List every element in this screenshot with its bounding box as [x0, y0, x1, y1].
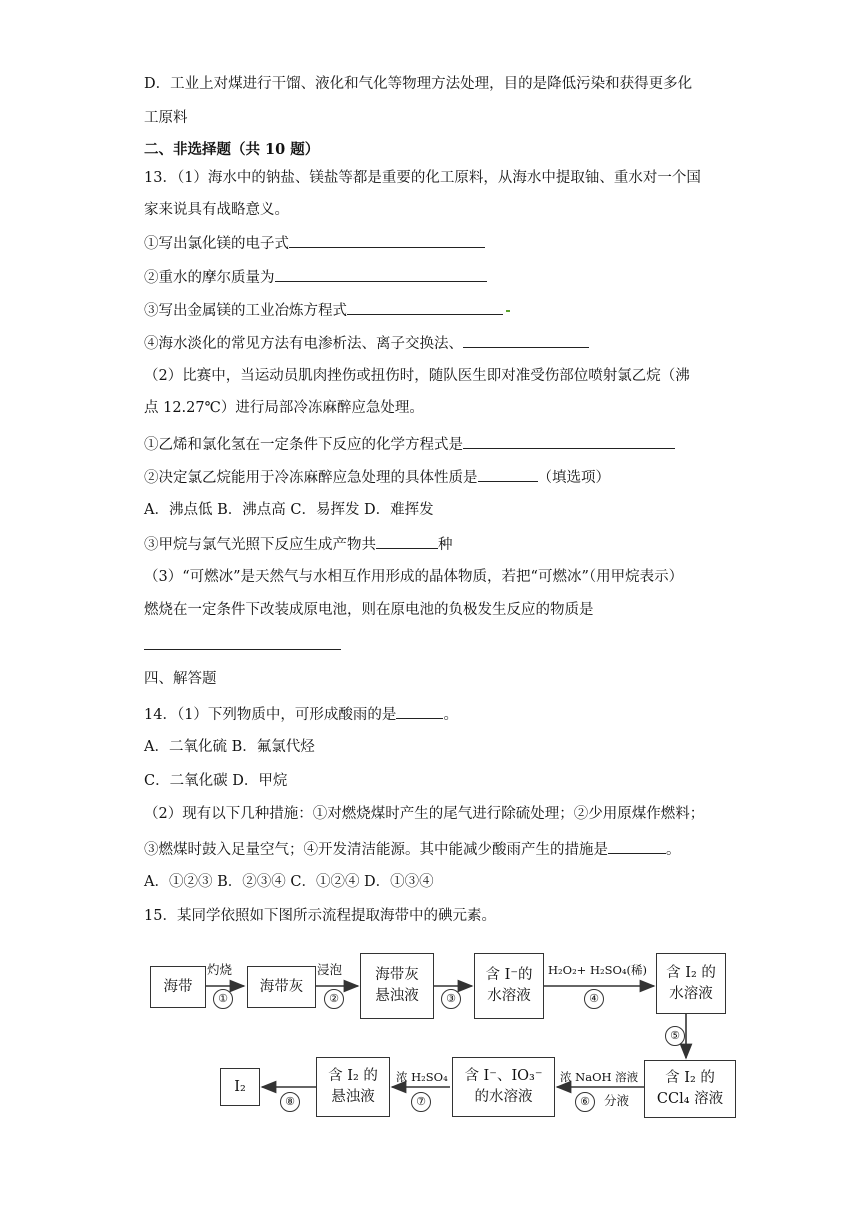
q13-item3 [144, 299, 510, 321]
flow-box-iodine-suspension: 含 I₂ 的 悬浊液 [316, 1057, 390, 1117]
q13-part2-item3 [144, 533, 453, 555]
q13-part2-item1 [144, 433, 675, 455]
q13-part2-item1-text: ①乙烯和氯化氢在一定条件下反应的化学方程式是 [144, 437, 463, 453]
q13-part2-line1: （2）比赛中，当运动员肌肉挫伤或扭伤时，随队医生即对准受伤部位喷射氯乙烷（沸 [144, 368, 690, 384]
step-number: ③ [441, 989, 461, 1009]
answer-blank[interactable] [463, 332, 589, 348]
q14-options-row2: C．二氧化碳 D．甲烷 [144, 773, 288, 789]
q14-part2-line2 [144, 838, 681, 860]
q14-part2-options: A．①②③ B．②③④ C．①②④ D．①③④ [144, 874, 434, 890]
q13-part3-line1: （3）“可燃冰”是天然气与水相互作用形成的晶体物质，若把“可燃冰”（用甲烷表示） [144, 569, 684, 585]
option-d-line1: D．工业上对煤进行干馏、液化和气化等物理方法处理，目的是降低污染和获得更多化 [144, 76, 693, 92]
q13-item1-text: ①写出氯化镁的电子式 [144, 236, 289, 252]
q14-part1 [144, 703, 458, 725]
q13-item2 [144, 266, 487, 288]
step-number: ④ [584, 989, 604, 1009]
green-mark [506, 310, 510, 312]
q13-part3-line2: 燃烧在一定条件下改装成原电池，则在原电池的负极发生反应的物质是 [144, 602, 594, 618]
flow-label-separation: 分液 [604, 1093, 630, 1108]
flow-box-iodide-solution: 含 I⁻的 水溶液 [474, 953, 544, 1019]
answer-blank[interactable] [608, 838, 666, 854]
q13-part2-item2-text: ②决定氯乙烷能用于冷冻麻醉应急处理的具体性质是 [144, 470, 478, 486]
q13-part2-item2-suffix: （填选项） [537, 470, 610, 486]
flow-label-naoh: 浓 NaOH 溶液 [560, 1070, 639, 1084]
answer-blank[interactable] [478, 466, 538, 482]
answer-blank[interactable] [376, 533, 438, 549]
q13-item2-text: ②重水的摩尔质量为 [144, 270, 275, 286]
q13-part1-line2: 家来说具有战略意义。 [144, 202, 289, 218]
answer-blank[interactable] [463, 433, 675, 449]
q13-item1 [144, 232, 485, 254]
flow-label-soak: 浸泡 [317, 962, 343, 977]
flow-label-burn: 灼烧 [207, 962, 233, 977]
option-d-line2: 工原料 [144, 110, 188, 126]
answer-blank[interactable] [144, 634, 341, 650]
answer-blank[interactable] [347, 299, 503, 315]
q13-part2-options: A．沸点低 B．沸点高 C．易挥发 D．难挥发 [144, 502, 434, 518]
q13-part3-blank-line [144, 634, 341, 656]
step-number: ⑥ [575, 1092, 595, 1112]
answer-blank[interactable] [396, 703, 443, 719]
q13-item3-text: ③写出金属镁的工业冶炼方程式 [144, 303, 347, 319]
step-number: ② [324, 989, 344, 1009]
q14-part2-line2-text: ③燃煤时鼓入足量空气；④开发清洁能源。其中能减少酸雨产生的措施是 [144, 842, 608, 858]
flow-box-ccl4-solution: 含 I₂ 的 CCl₄ 溶液 [644, 1060, 736, 1118]
flow-box-suspension: 海带灰 悬浊液 [360, 953, 434, 1019]
step-number: ⑦ [411, 1092, 431, 1112]
q14-part2-line1: （2）现有以下几种措施：①对燃烧煤时产生的尾气进行除硫处理；②少用原煤作燃料； [144, 806, 705, 822]
q14-part1-end: 。 [443, 707, 458, 723]
flow-box-seaweed: 海带 [150, 966, 206, 1008]
q13-part2-item3-suffix: 种 [438, 537, 453, 553]
q15-stem: 15．某同学依照如下图所示流程提取海带中的碘元素。 [144, 908, 496, 924]
flow-label-h2so4: 浓 H₂SO₄ [396, 1070, 448, 1084]
section-heading-answers: 四、解答题 [144, 671, 217, 687]
q13-item4 [144, 332, 589, 354]
answer-blank[interactable] [289, 232, 485, 248]
step-number: ⑤ [665, 1026, 685, 1046]
q13-part2-line2: 点 12.27℃）进行局部冷冻麻醉应急处理。 [144, 400, 424, 416]
q13-part2-item3-text: ③甲烷与氯气光照下反应生成产物共 [144, 537, 376, 553]
q14-options-row1: A．二氧化硫 B．氟氯代烃 [144, 739, 315, 755]
flow-box-iodine-solution: 含 I₂ 的 水溶液 [656, 953, 726, 1014]
q13-part1-line1: 13．（1）海水中的钠盐、镁盐等都是重要的化工原料，从海水中提取铀、重水对一个国 [144, 170, 701, 186]
flow-label-oxidant: H₂O₂+ H₂SO₄(稀) [548, 963, 647, 977]
section-heading-nonchoice: 二、非选择题（共 10 题） [144, 141, 320, 158]
q13-item4-text: ④海水淡化的常见方法有电渗析法、离子交换法、 [144, 336, 463, 352]
answer-blank[interactable] [275, 266, 487, 282]
flow-box-ash: 海带灰 [247, 966, 316, 1008]
step-number: ⑧ [280, 1092, 300, 1112]
q14-part1-text: 14．（1）下列物质中，可形成酸雨的是 [144, 707, 397, 723]
flow-box-iodine: I₂ [220, 1068, 260, 1106]
q13-part2-item2 [144, 466, 610, 488]
step-number: ① [213, 989, 233, 1009]
q14-part2-line2-end: 。 [666, 842, 681, 858]
flow-box-iodate-solution: 含 I⁻、IO₃⁻ 的水溶液 [452, 1057, 555, 1117]
